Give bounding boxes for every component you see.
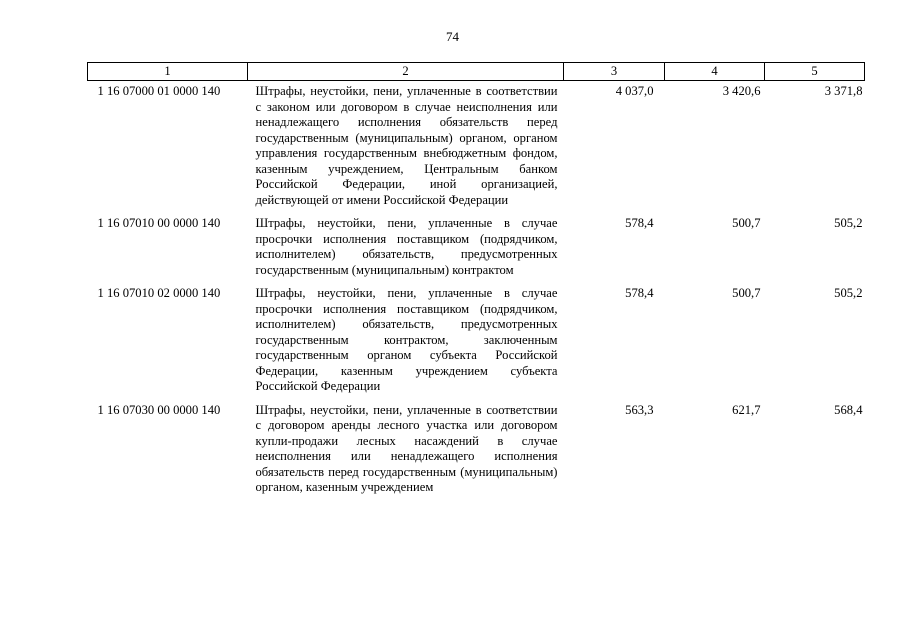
table-header — [88, 63, 865, 81]
column-header-3: 3 — [564, 63, 665, 81]
column-header-5: 5 — [765, 63, 865, 81]
budget-code: 1 16 07000 01 0000 140 — [97, 84, 221, 98]
value-column-5: 3 371,8 — [824, 84, 863, 98]
table-body — [88, 81, 865, 501]
value-column-4: 621,7 — [732, 402, 761, 417]
row-description: Штрафы, неустойки, пени, уплаченные в соответствии с договором аренды лесного участка или договором купли-продажи лесных насаждений в случае неисполнения или ненадлежащего исполнения обязательств перед государственным (муниципальным) органом, казенным учреждением — [255, 402, 558, 494]
budget-code: 1 16 07010 02 0000 140 — [97, 286, 221, 300]
column-header-2: 2 — [248, 63, 564, 81]
budget-code: 1 16 07010 00 0000 140 — [97, 216, 221, 230]
value-column-3: 4 037,0 — [615, 84, 654, 98]
value-column-4: 500,7 — [732, 286, 761, 300]
column-header-1: 1 — [88, 63, 248, 81]
budget-table — [87, 62, 865, 501]
value-column-4: 500,7 — [732, 216, 761, 230]
value-column-3: 578,4 — [625, 216, 654, 230]
value-column-3: 563,3 — [625, 402, 654, 417]
value-column-3: 578,4 — [625, 286, 654, 300]
value-column-5: 505,2 — [834, 286, 863, 300]
table-row — [88, 81, 865, 214]
table-row — [88, 283, 865, 400]
header-row — [88, 63, 865, 81]
row-description: Штрафы, неустойки, пени, уплаченные в случае просрочки исполнения поставщиком (подрядчиком, исполнителем) обязательств, предусмотренных государственным контрактом, заключенным государственным органом субъекта Российской Федерации, казенным учреждением субъекта Российской Федерации — [255, 286, 558, 393]
value-column-4: 3 420,6 — [722, 84, 761, 98]
row-description: Штрафы, неустойки, пени, уплаченные в соответствии с законом или договором в случае неисполнения или ненадлежащего исполнения обязательств перед государственным (муниципальным) органом, органом управления государственным внебюджетным фондом, казенным учреждением, Центральным банком Российской Федерации, иной организацией, действующей от имени Российской Федерации — [255, 84, 558, 207]
table-row — [88, 400, 865, 501]
page-number: 74 — [446, 29, 459, 44]
column-header-4: 4 — [665, 63, 765, 81]
table-row — [88, 213, 865, 283]
budget-code: 1 16 07030 00 0000 140 — [97, 402, 221, 417]
value-column-5: 505,2 — [834, 216, 863, 230]
row-description: Штрафы, неустойки, пени, уплаченные в случае просрочки исполнения поставщиком (подрядчиком, исполнителем) обязательств, предусмотренных государственным (муниципальным) контрактом — [255, 216, 558, 277]
value-column-5: 568,4 — [834, 402, 863, 417]
